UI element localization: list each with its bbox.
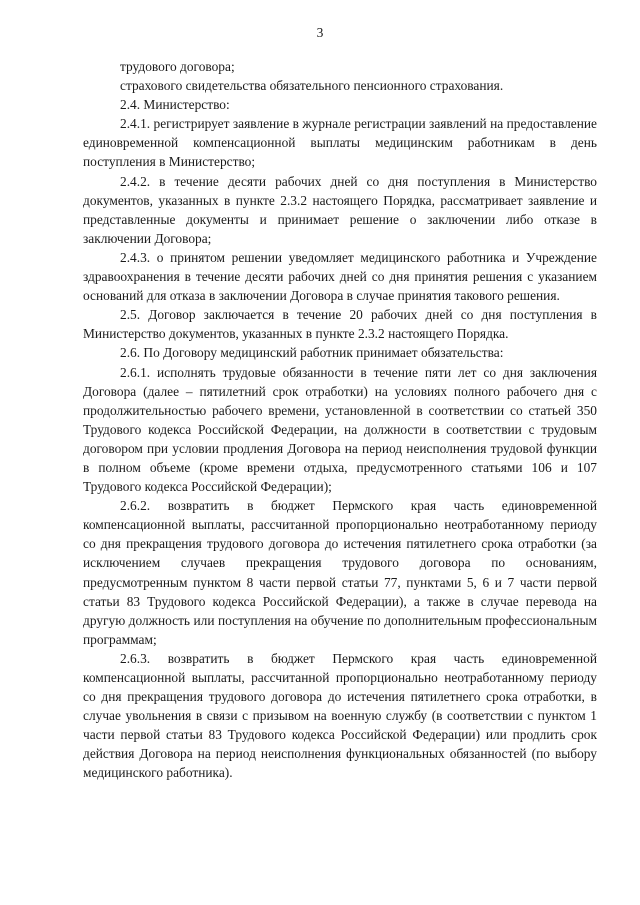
paragraph-2-4-heading: 2.4. Министерство: <box>120 97 230 113</box>
paragraph-2-5: 2.5. Договор заключается в течение 20 рабочих дней со дня поступления в Министерство документов, указанных в пункте 2.3.2 настоящего Порядка. <box>83 307 597 342</box>
paragraph-2-6-heading: 2.6. По Договору медицинский работник принимает обязательства: <box>120 345 504 361</box>
page-number: 3 <box>316 25 324 40</box>
document-body <box>83 57 597 783</box>
paragraph-insurance-certificate: страхового свидетельства обязательного пенсионного страхования. <box>120 78 504 94</box>
paragraph-contract-continuation: трудового договора; <box>120 59 235 74</box>
paragraph-2-6-1: 2.6.1. исполнять трудовые обязанности в течение пяти лет со дня заключения Договора (далее – пятилетний срок отработки) на условиях полного рабочего дня с продолжительностью рабочего времени, установленной в соответствии со статьей 350 Трудового кодекса Российской Федерации, на должности в соответствии с трудовым договором при условии продления Договора на период неисполнения трудовой функции в полном объеме (кроме времени отдыха, предусмотренного статьями 106 и 107 Трудового кодекса Российской Федерации); <box>83 364 597 495</box>
paragraph-2-4-2: 2.4.2. в течение десяти рабочих дней со дня поступления в Министерство документов, указанных в пункте 2.3.2 настоящего Порядка, рассматривает заявление и представленные документы и принимает решение о заключении либо отказе в заключении Договора; <box>83 173 597 246</box>
paragraph-2-4-1: 2.4.1. регистрирует заявление в журнале регистрации заявлений на предоставление единовременной компенсационной выплаты медицинским работникам в день поступления в Министерство; <box>83 116 597 170</box>
paragraph-2-6-3: 2.6.3. возвратить в бюджет Пермского края часть единовременной компенсационной выплаты, рассчитанной пропорционально неотработанному периоду со дня прекращения трудового договора до истечения пятилетнего срока отработки, в случае увольнения в связи с призывом на военную службу (в соответствии с пунктом 1 части первой статьи 83 Трудового кодекса Российской Федерации) или продлить срок действия Договора на период неисполнения функциональных обязанностей (по выбору медицинского работника). <box>83 650 597 781</box>
paragraph-2-4-3: 2.4.3. о принятом решении уведомляет медицинского работника и Учреждение здравоохранения в течение десяти рабочих дней со дня принятия решения с указанием оснований для отказа в заключении Договора в случае принятия такового решения. <box>83 249 597 304</box>
paragraph-2-6-2: 2.6.2. возвратить в бюджет Пермского края часть единовременной компенсационной выплаты, рассчитанной пропорционально неотработанному периоду со дня прекращения трудового договора до истечения пятилетнего срока отработки (за исключением случаев прекращения трудового договора по основаниям, предусмотренным пунктом 8 части первой статьи 77, пунктами 5, 6 и 7 части первой статьи 83 Трудового кодекса Российской Федерации), а также в случае перевода на другую должность или поступления на обучение по дополнительным профессиональным программам; <box>83 498 597 647</box>
